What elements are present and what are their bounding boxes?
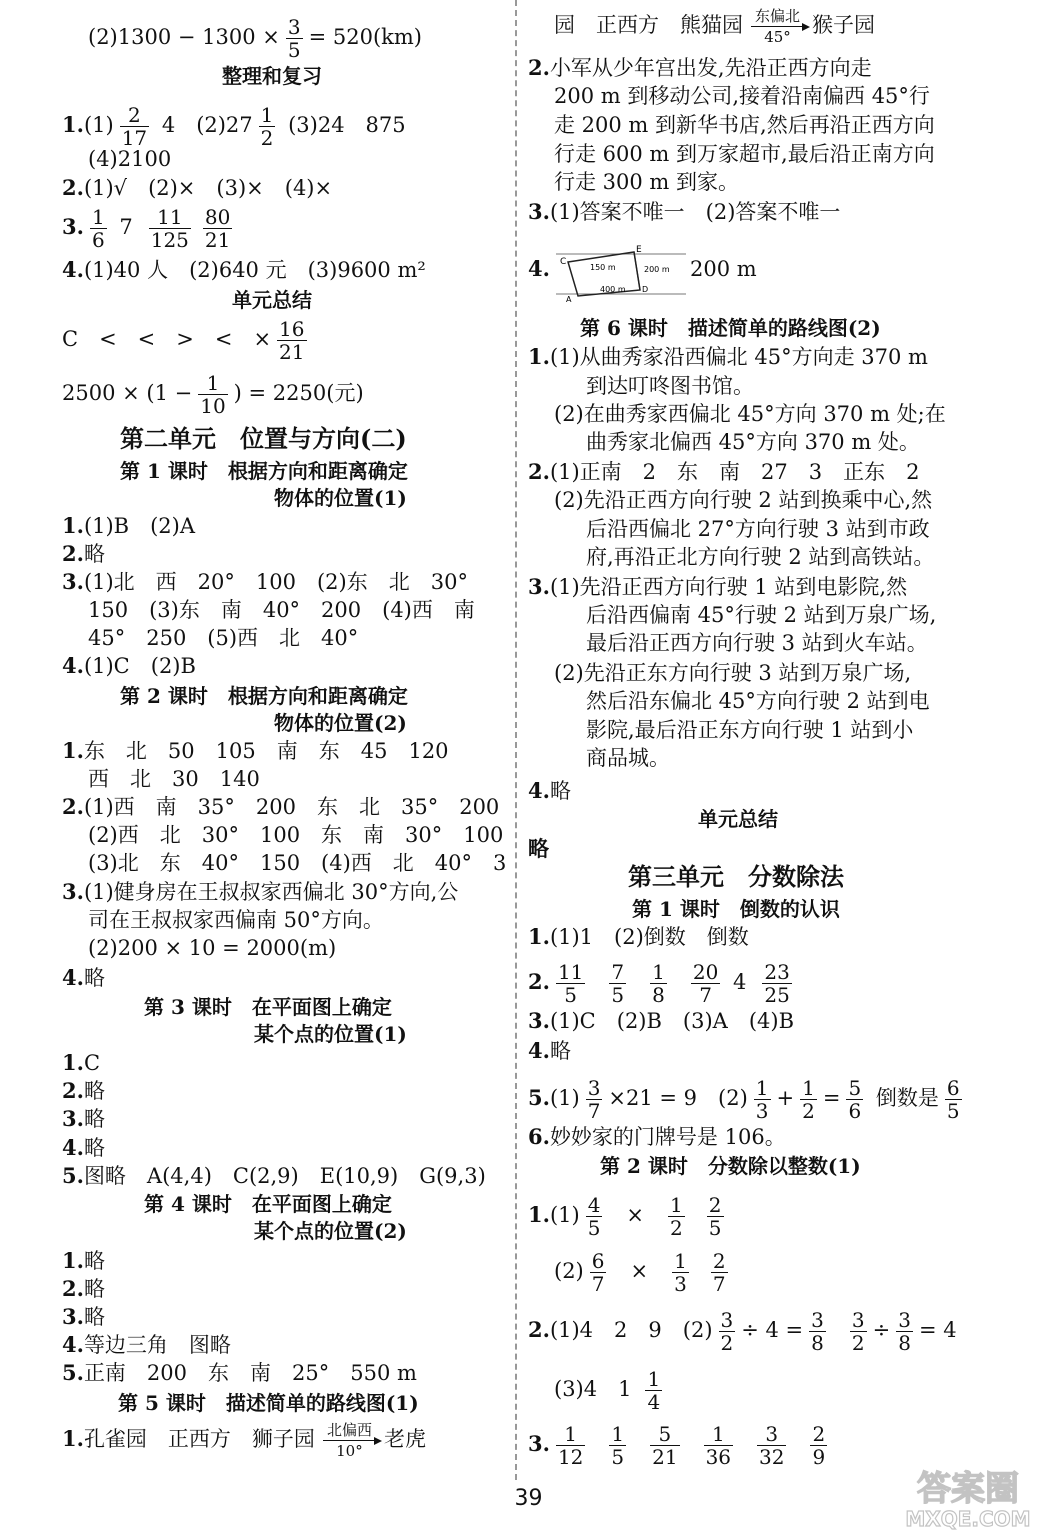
answer-line: 3.略: [62, 1106, 105, 1131]
lesson-heading: 物体的位置(2): [274, 711, 407, 735]
point-label: A: [566, 295, 572, 302]
answer-line: 行走 600 m 到万家超市,最后沿正南方向: [554, 142, 935, 166]
answer-line: (2)1300 − 1300 × $\frac{3}{5}$ = 520(km): [88, 15, 422, 62]
answer-line: 然后沿东偏北 45°方向行驶 2 站到电: [586, 689, 930, 713]
direction-arrow: 东偏北 45°: [751, 8, 804, 45]
point-label: D: [642, 285, 649, 294]
distance-label: 150 m: [590, 263, 616, 272]
answer-line: 4.(1)C (2)B: [62, 653, 196, 678]
answer-line: 1.(1)从曲秀家沿西偏北 45°方向走 370 m: [528, 344, 928, 369]
fraction: $\frac{1}{4}$: [647, 1367, 661, 1414]
lesson-heading: 第 2 课时 分数除以整数(1): [600, 1154, 861, 1178]
answer-line: 4.: [528, 256, 550, 281]
answer-line: 西 北 30 140: [88, 767, 260, 791]
answer-line: 6.妙妙家的门牌号是 106。: [528, 1124, 786, 1149]
answer-line: 略: [528, 836, 549, 861]
answer-line: 3.(1)先沿正西方向行驶 1 站到电影院,然: [528, 574, 908, 599]
fraction: $\frac{1}{6}$: [91, 205, 105, 252]
fraction: $\frac{1}{10}$: [200, 371, 226, 418]
answer-line: 2.(1)正南 2 东 南 27 3 正东 2: [528, 459, 920, 484]
answer-line: 1.(1)B (2)A: [62, 513, 196, 538]
answer-line: 园 正西方 熊猫园 东偏北 45° 猴子园: [554, 7, 876, 46]
fraction: $\frac{11}{5}$: [557, 960, 584, 1007]
lesson-heading: 第 6 课时 描述简单的路线图(2): [580, 316, 881, 340]
watermark-logo: [888, 1462, 1048, 1532]
answer-line: 3. $\frac{1}{12}$ $\frac{1}{5}$ $\frac{5}{21}$ $\frac{1}{36}$ $\frac{3}{32}$ $\frac{2}{9}$: [528, 1422, 826, 1469]
answer-line: 4.略: [62, 1135, 105, 1160]
answer-line: 2.略: [62, 541, 105, 566]
answer-line: 1.(1) $\frac{2}{17}$ 4 (2)27 $\frac{1}{2}$ (3)24 875: [62, 103, 406, 150]
answer-line: 3.(1)答案不唯一 (2)答案不唯一: [528, 199, 841, 224]
fraction: $\frac{1}{2}$: [802, 1076, 815, 1123]
answer-line: 2.(1)√ (2)× (3)× (4)×: [62, 175, 333, 200]
lesson-heading: 第 4 课时 在平面图上确定: [144, 1192, 392, 1216]
answer-line: 1.略: [62, 1248, 105, 1273]
fraction: $\frac{1}{3}$: [755, 1076, 769, 1123]
answer-line: (2) $\frac{6}{7}$ × $\frac{1}{3}$ $\frac{2}{7}$: [554, 1249, 726, 1296]
answer-line: 走 200 m 到新华书店,然后再沿正西方向: [554, 113, 935, 137]
answer-line: (2)200 × 10 = 2000(m): [88, 936, 337, 960]
fraction: $\frac{3}{8}$: [811, 1308, 824, 1355]
fraction: $\frac{7}{5}$: [611, 960, 625, 1007]
right-column: [528, 0, 1008, 1490]
point-label: C: [560, 257, 567, 267]
fraction: $\frac{2}{7}$: [712, 1249, 726, 1296]
answer-line: (2)先沿正东方向行驶 3 站到万泉广场,: [554, 661, 912, 685]
answer-line: 4.略: [528, 778, 571, 803]
fraction: $\frac{2}{5}$: [708, 1193, 722, 1240]
section-heading: 单元总结: [232, 288, 312, 312]
fraction: $\frac{1}{36}$: [705, 1422, 732, 1469]
section-heading: 单元总结: [698, 807, 778, 831]
answer-line: 2.(1)西 南 35° 200 东 北 35° 200: [62, 794, 500, 819]
fraction: $\frac{11}{125}$: [150, 205, 189, 252]
lesson-heading: 某个点的位置(2): [254, 1219, 407, 1243]
answer-line: 5.图略 A(4,4) C(2,9) E(10,9) G(9,3): [62, 1163, 486, 1188]
answer-line: (2)西 北 30° 100 东 南 30° 100: [88, 823, 504, 847]
answer-line: (3)北 东 40° 150 (4)西 北 40° 3: [88, 851, 507, 875]
fraction: $\frac{3}{2}$: [720, 1308, 734, 1355]
answer-line: 1.孔雀园 正西方 狮子园 北偏西 10° 老虎: [62, 1421, 426, 1460]
answer-line: 2.略: [62, 1276, 105, 1301]
answer-line: 曲秀家北偏西 45°方向 370 m 处。: [586, 430, 920, 454]
page-number: 39: [514, 1486, 543, 1511]
answer-line: 1.C: [62, 1050, 101, 1075]
fraction: $\frac{5}{21}$: [652, 1422, 678, 1469]
answer-line: 府,再沿正北方向行驶 2 站到高铁站。: [586, 545, 935, 569]
answer-line: (3)4 1 $\frac{1}{4}$: [554, 1367, 661, 1414]
answer-line: 1.(1)1 (2)倒数 倒数: [528, 924, 749, 949]
fraction: $\frac{4}{5}$: [587, 1193, 601, 1240]
fraction: $\frac{1}{2}$: [260, 103, 274, 150]
answer-line: 150 (3)东 南 40° 200 (4)西 南: [88, 598, 475, 622]
answer-line: 2. $\frac{11}{5}$ $\frac{7}{5}$ $\frac{1}{8}$ $\frac{20}{7}$ 4 $\frac{23}{25}$: [528, 960, 790, 1007]
fraction: $\frac{1}{5}$: [611, 1422, 625, 1469]
lesson-heading: 某个点的位置(1): [254, 1022, 407, 1046]
column-divider: [515, 0, 517, 1480]
answer-line: 3.(1)C (2)B (3)A (4)B: [528, 1008, 795, 1033]
answer-line: 5.正南 200 东 南 25° 550 m: [62, 1360, 417, 1385]
lesson-heading: 第 3 课时 在平面图上确定: [144, 995, 392, 1019]
answer-line: 4.略: [62, 965, 105, 990]
answer-line: 3.略: [62, 1304, 105, 1329]
answer-line: 司在王叔叔家西偏南 50°方向。: [88, 908, 384, 932]
answer-line: 3.(1)北 西 20° 100 (2)东 北 30°: [62, 569, 468, 594]
answer-line: 3.(1)健身房在王叔叔家西偏北 30°方向,公: [62, 879, 459, 904]
watermark-url: MXQE.COM: [905, 1507, 1031, 1531]
fraction: $\frac{3}{5}$: [287, 15, 301, 62]
fraction: $\frac{1}{3}$: [674, 1249, 687, 1296]
fraction: $\frac{6}{7}$: [591, 1249, 605, 1296]
answer-line: 4.略: [528, 1038, 571, 1063]
route-diagram: [556, 244, 686, 302]
unit-heading: 第三单元 分数除法: [628, 862, 844, 891]
fraction: $\frac{1}{12}$: [557, 1422, 584, 1469]
answer-line: 2.小军从少年宫出发,先沿正西方向走: [528, 55, 872, 80]
answer-line: (2)先沿正西方向行驶 2 站到换乘中心,然: [554, 488, 933, 512]
fraction: $\frac{2}{9}$: [812, 1422, 826, 1469]
answer-line: 4.等边三角 图略: [62, 1332, 231, 1357]
answer-line: 2.(1)4 2 9 (2) $\frac{3}{2}$ ÷ 4 = $\frac{3}{8}$ $\frac{3}{2}$ ÷ $\frac{3}{8}$ = 4: [528, 1308, 957, 1355]
answer-line: 最后沿正西方向行驶 3 站到火车站。: [586, 631, 928, 655]
answer-line: 45° 250 (5)西 北 40°: [88, 626, 359, 650]
lesson-heading: 物体的位置(1): [274, 486, 407, 510]
fraction: $\frac{16}{21}$: [279, 317, 305, 364]
fraction: $\frac{6}{5}$: [946, 1076, 960, 1123]
answer-line: 2500 × (1 − $\frac{1}{10}$ ) = 2250(元): [62, 371, 364, 418]
answer-line: (2)在曲秀家西偏北 45°方向 370 m 处;在: [554, 402, 946, 426]
answer-line: 到达叮咚图书馆。: [586, 374, 754, 398]
answer-line: 1.东 北 50 105 南 东 45 120: [62, 738, 449, 763]
direction-arrow: 北偏西 10°: [323, 1422, 376, 1459]
answer-line: C < < > < × $\frac{16}{21}$: [62, 317, 305, 364]
distance-label: 400 m: [600, 285, 626, 294]
lesson-heading: 第 1 课时 倒数的认识: [632, 897, 840, 921]
answer-line: 5.(1) $\frac{3}{7}$ ×21 = 9 (2) $\frac{1}{3}$ + $\frac{1}{2}$ = $\frac{5}{6}$ 倒数是 $\frac{6}{5}$: [528, 1076, 960, 1123]
answer-line: 商品城。: [586, 746, 670, 770]
answer-line: 2.略: [62, 1078, 105, 1103]
fraction: $\frac{1}{8}$: [652, 960, 665, 1007]
answer-line: (4)2100: [88, 147, 172, 171]
answer-line: 1.(1) $\frac{4}{5}$ × $\frac{1}{2}$ $\frac{2}{5}$: [528, 1193, 722, 1240]
answer-line: 200 m: [690, 257, 757, 281]
distance-label: 200 m: [644, 265, 670, 274]
point-label: E: [636, 245, 642, 255]
lesson-heading: 第 5 课时 描述简单的路线图(1): [118, 1391, 419, 1415]
fraction: $\frac{23}{25}$: [764, 960, 790, 1007]
fraction: $\frac{20}{7}$: [692, 960, 719, 1007]
lesson-heading: 第 1 课时 根据方向和距离确定: [120, 459, 408, 483]
fraction: $\frac{3}{2}$: [851, 1308, 865, 1355]
answer-line: 4.(1)40 人 (2)640 元 (3)9600 m²: [62, 257, 426, 282]
section-heading: 整理和复习: [222, 64, 322, 88]
lesson-heading: 第 2 课时 根据方向和距离确定: [120, 684, 408, 708]
watermark-text: 答案圈: [917, 1469, 1019, 1509]
fraction: $\frac{2}{17}$: [121, 103, 148, 150]
fraction: $\frac{1}{2}$: [670, 1193, 683, 1240]
answer-line: 影院,最后沿正东方向行驶 1 站到小: [586, 718, 914, 742]
answer-line: 后沿西偏南 45°行驶 2 站到万泉广场,: [586, 603, 937, 627]
answer-line: 3. $\frac{1}{6}$ 7 $\frac{11}{125}$ $\frac{80}{21}$: [62, 205, 231, 252]
fraction: $\frac{80}{21}$: [204, 205, 231, 252]
answer-line: 行走 300 m 到家。: [554, 170, 740, 194]
left-column: [62, 0, 507, 1490]
fraction: $\frac{3}{8}$: [898, 1308, 911, 1355]
answer-line: 200 m 到移动公司,接着沿南偏西 45°行: [554, 84, 930, 108]
fraction: $\frac{3}{32}$: [759, 1422, 785, 1469]
fraction: $\frac{5}{6}$: [848, 1076, 862, 1123]
fraction: $\frac{3}{7}$: [587, 1076, 601, 1123]
answer-line: 后沿西偏北 27°方向行驶 3 站到市政: [586, 517, 930, 541]
unit-heading: 第二单元 位置与方向(二): [120, 424, 407, 453]
